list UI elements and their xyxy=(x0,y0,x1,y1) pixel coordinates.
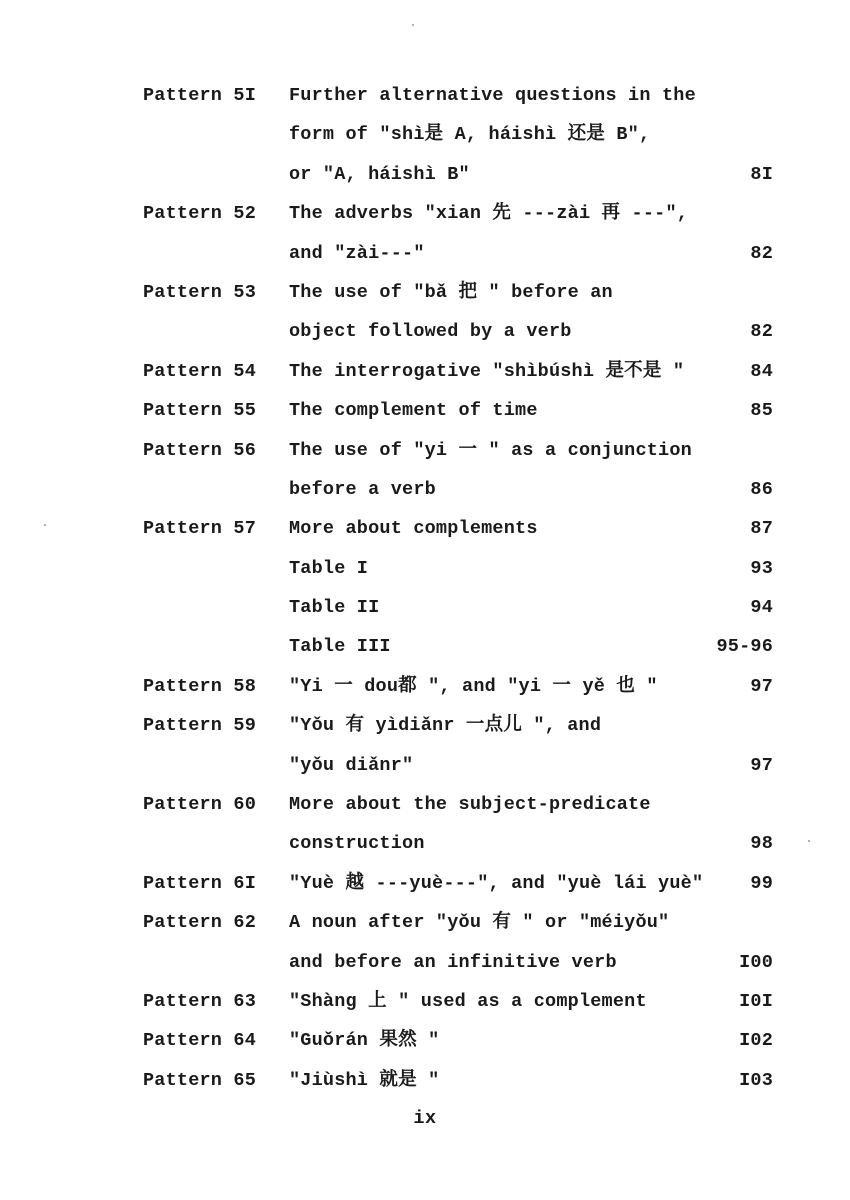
toc-line xyxy=(0,627,850,666)
toc-entry-text: Table II xyxy=(289,597,380,619)
toc-entry-text: "Guǒrán 果然 " xyxy=(289,1030,440,1052)
toc-page-number: 84 xyxy=(750,360,773,382)
toc-pattern-label: Pattern 60 xyxy=(143,794,257,816)
scan-speck xyxy=(808,840,810,842)
toc-line xyxy=(0,234,850,273)
toc-pattern-label: Pattern 58 xyxy=(143,675,257,697)
toc-line xyxy=(0,194,850,233)
toc-line xyxy=(0,1021,850,1060)
toc-page-number: I03 xyxy=(739,1069,773,1091)
toc-pattern-label: Pattern 65 xyxy=(143,1069,257,1091)
toc-entry-text: before a verb xyxy=(289,478,436,500)
toc-entry-text: The use of "bǎ 把 " before an xyxy=(289,281,613,303)
scan-speck xyxy=(412,24,414,26)
toc-page-number: 86 xyxy=(750,478,773,500)
toc-entry-text: "Jiùshì 就是 " xyxy=(289,1069,440,1091)
toc-line xyxy=(0,509,850,548)
toc-line xyxy=(0,352,850,391)
toc-page-number: 95-96 xyxy=(716,636,773,658)
toc-line xyxy=(0,115,850,154)
toc-line xyxy=(0,943,850,982)
toc-entry-text: object followed by a verb xyxy=(289,321,572,343)
page-folio: ix xyxy=(413,1108,437,1129)
toc-page-number: I02 xyxy=(739,1030,773,1052)
toc-line xyxy=(0,982,850,1021)
toc-pattern-label: Pattern 59 xyxy=(143,715,257,737)
toc-line xyxy=(0,706,850,745)
toc-entry-text: and before an infinitive verb xyxy=(289,951,617,973)
toc-entry-text: "yǒu diǎnr" xyxy=(289,754,414,776)
toc-page-number: 97 xyxy=(750,675,773,697)
toc-line xyxy=(0,1061,850,1100)
toc-entry-text: "Yi 一 dou都 ", and "yi 一 yě 也 " xyxy=(289,675,658,697)
toc-entry-text: Table III xyxy=(289,636,391,658)
toc-pattern-label: Pattern 52 xyxy=(143,203,257,225)
toc-page-number: 85 xyxy=(750,400,773,422)
toc-line xyxy=(0,746,850,785)
toc-entry-text: or "A, háishì B" xyxy=(289,163,470,185)
toc-entry-text: More about complements xyxy=(289,518,538,540)
toc-line xyxy=(0,667,850,706)
toc-pattern-label: Pattern 62 xyxy=(143,912,257,934)
toc-entry-text: Further alternative questions in the xyxy=(289,85,696,106)
toc-line xyxy=(0,864,850,903)
toc-page-number: 82 xyxy=(750,321,773,343)
toc-pattern-label: Pattern 63 xyxy=(143,990,257,1012)
toc-entry-text: and "zài---" xyxy=(289,242,425,264)
toc-page-number: 8I xyxy=(750,163,773,185)
toc-line xyxy=(0,76,850,115)
toc-entry-text: "Yuè 越 ---yuè---", and "yuè lái yuè" xyxy=(289,872,704,894)
toc-line xyxy=(0,824,850,863)
toc-entry-text: Table I xyxy=(289,557,369,579)
toc-page-number: 98 xyxy=(750,833,773,855)
toc-entry-text: form of "shì是 A, háishì 还是 B", xyxy=(289,124,651,146)
toc-entry-text: The adverbs "xian 先 ---zài 再 ---", xyxy=(289,203,689,225)
toc-entry-text: "Yǒu 有 yìdiǎnr 一点儿 ", and xyxy=(289,715,602,737)
toc-page-number: 97 xyxy=(750,754,773,776)
table-of-contents xyxy=(0,76,850,1100)
toc-pattern-label: Pattern 64 xyxy=(143,1030,257,1052)
toc-page-number: 82 xyxy=(750,242,773,264)
toc-line xyxy=(0,470,850,509)
toc-pattern-label: Pattern 55 xyxy=(143,400,257,422)
toc-page-number: 94 xyxy=(750,597,773,619)
toc-entry-text: The use of "yi 一 " as a conjunction xyxy=(289,439,692,461)
toc-pattern-label: Pattern 57 xyxy=(143,518,257,540)
toc-line xyxy=(0,785,850,824)
toc-pattern-label: Pattern 54 xyxy=(143,360,257,382)
toc-line xyxy=(0,273,850,312)
toc-line xyxy=(0,549,850,588)
toc-line xyxy=(0,903,850,942)
toc-page-number: I00 xyxy=(739,951,773,973)
toc-entry-text: construction xyxy=(289,833,425,855)
toc-entry-text: More about the subject-predicate xyxy=(289,794,651,816)
toc-line xyxy=(0,155,850,194)
toc-line xyxy=(0,312,850,351)
toc-pattern-label: Pattern 5I xyxy=(143,85,257,106)
toc-page-number: 99 xyxy=(750,872,773,894)
toc-entry-text: "Shàng 上 " used as a complement xyxy=(289,990,647,1012)
toc-page-number: 93 xyxy=(750,557,773,579)
toc-pattern-label: Pattern 56 xyxy=(143,439,257,461)
toc-entry-text: The complement of time xyxy=(289,400,538,422)
toc-line xyxy=(0,431,850,470)
toc-entry-text: A noun after "yǒu 有 " or "méiyǒu" xyxy=(289,912,670,934)
toc-page-number: I0I xyxy=(739,990,773,1012)
toc-entry-text: The interrogative "shìbúshì 是不是 " xyxy=(289,360,685,382)
toc-page-number: 87 xyxy=(750,518,773,540)
toc-pattern-label: Pattern 53 xyxy=(143,281,257,303)
toc-line xyxy=(0,391,850,430)
scan-speck xyxy=(44,524,46,526)
toc-line xyxy=(0,588,850,627)
toc-pattern-label: Pattern 6I xyxy=(143,872,257,894)
